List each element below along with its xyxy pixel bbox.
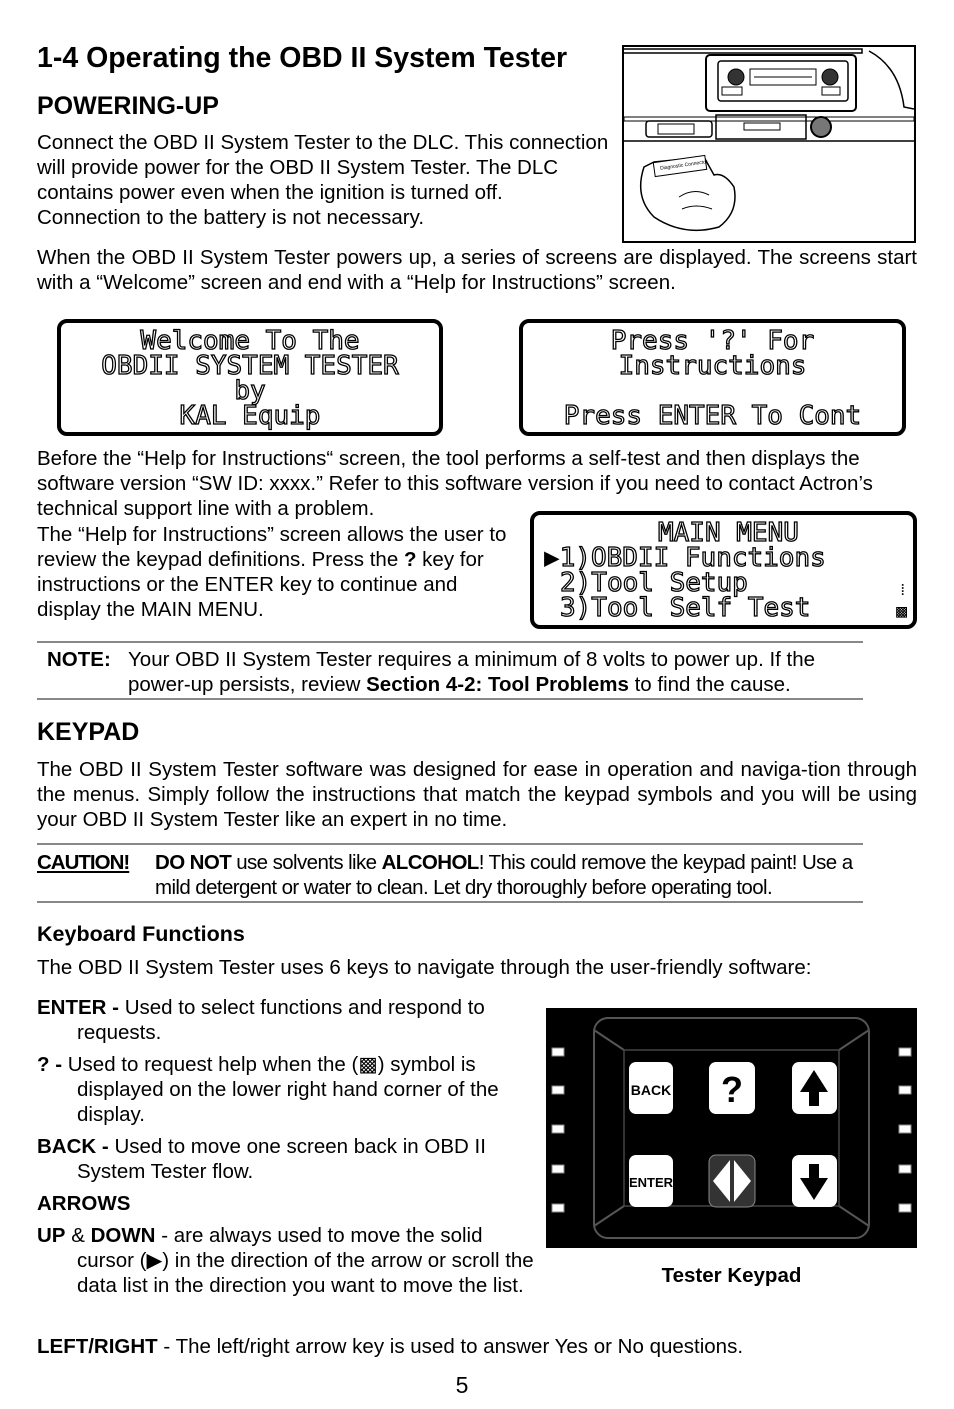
page-number: 5 (455, 1372, 469, 1398)
section-heading-keypad: KEYPAD (37, 718, 140, 746)
help-definition: ? - Used to request help when the (▩) symbol is displayed on the lower right hand corner of the display. (37, 1053, 499, 1126)
enter-definition: ENTER - Used to select functions and respond to requests. (37, 996, 485, 1044)
arrows-heading: ARROWS (37, 1192, 131, 1215)
diagnostic-connector-label: Diagnostic Connector (659, 159, 708, 172)
enter-key[interactable]: ENTER (628, 1175, 674, 1190)
section-heading-powering-up: POWERING-UP (37, 92, 219, 120)
dashboard-connector-drawing (624, 47, 914, 241)
lcd-line: OBDII SYSTEM TESTER (101, 351, 399, 381)
page-title: 1-4 Operating the OBD II System Tester (37, 42, 568, 74)
lcd-menu-item: 2)Tool Setup (560, 568, 748, 598)
dlc-illustration (622, 45, 916, 243)
divider (37, 843, 863, 845)
powering-paragraph: Connect the OBD II System Tester to the DLC. This connection will provide power for the OBD II System Tester. The DLC contains power even when the ignition is turned off. Connection to the battery is not necessary. (37, 131, 609, 229)
lcd-line: Press '?' For (610, 326, 815, 356)
back-key[interactable]: BACK (630, 1082, 672, 1098)
tester-keypad-image (546, 1008, 917, 1248)
keyboard-functions-intro: The OBD II System Tester uses 6 keys to navigate through the user-friendly software: (37, 956, 812, 979)
lcd-menu-title: MAIN MENU (658, 518, 799, 548)
help-key[interactable]: ? (721, 1069, 743, 1110)
lcd-line: Welcome To The (140, 326, 360, 356)
help-icon: ▩ (358, 1053, 378, 1076)
lcd-menu-item-selected: ▶1)OBDII Functions (544, 543, 826, 573)
divider (37, 641, 863, 643)
self-test-paragraph: Before the “Help for Instructions“ screen, the tool performs a self-test and then displays the software version “SW ID: xxxx.” Refer to this software version if you need to contact Actron’s technical support line with a problem. (37, 447, 873, 520)
lcd-line: by (234, 376, 266, 406)
note-text: Your OBD II System Tester requires a minimum of 8 volts to power up. If the power-up persists, review Section 4-2: Tool Problems to find the cause. (128, 648, 816, 696)
keypad-caption: Tester Keypad (661, 1264, 802, 1287)
lcd-help-screen (519, 319, 906, 436)
keyboard-functions-heading: Keyboard Functions (37, 922, 245, 946)
cursor-icon: ▶ (544, 543, 560, 573)
lcd-line: Press ENTER To Cont (563, 401, 862, 431)
lcd-menu-item: 3)Tool Self Test (560, 593, 811, 623)
back-definition: BACK - Used to move one screen back in OBD II System Tester flow. (37, 1135, 486, 1183)
lcd-line: KAL Equip (179, 401, 321, 431)
help-icon: ▩ (896, 601, 907, 622)
up-down-definition: UP & DOWN - are always used to move the solid cursor (▶) in the direction of the arrow or scroll the data list in the direction you want to move the list. (37, 1224, 534, 1297)
cursor-icon: ▶ (146, 1249, 163, 1272)
left-right-definition: LEFT/RIGHT - The left/right arrow key is used to answer Yes or No questions. (37, 1335, 744, 1358)
divider (37, 901, 863, 903)
keypad-drawing (546, 1008, 917, 1248)
note-label: NOTE: (47, 648, 111, 671)
divider (37, 698, 863, 700)
powering-paragraph-2: When the OBD II System Tester powers up, a series of screens are displayed. The screens start with a “Welcome” screen and end with a “Help for Instructions” screen. (37, 246, 917, 294)
keypad-paragraph: The OBD II System Tester software was designed for ease in operation and naviga-tion through the menus. Simply follow the instructions that match the keypad symbols and you will be using your OBD II System Tester like an expert in no time. (37, 758, 917, 831)
lcd-line: Instructions (618, 351, 807, 381)
caution-text: DO NOT use solvents like ALCOHOL! This could remove the keypad paint! Use a mild detergent or water to clean. Let dry thoroughly before operating tool. (155, 851, 853, 899)
lcd-welcome-screen (57, 319, 443, 436)
help-screen-paragraph: The “Help for Instructions” screen allows the user to review the keypad definitions. Press the ? key for instructions or the ENTER key to continue and display the MAIN MENU. (37, 523, 507, 621)
key-definitions (37, 995, 537, 1298)
caution-label: CAUTION! (37, 851, 130, 874)
scroll-indicator-icon: ⁞ (900, 580, 905, 599)
lcd-main-menu-screen (530, 511, 917, 629)
